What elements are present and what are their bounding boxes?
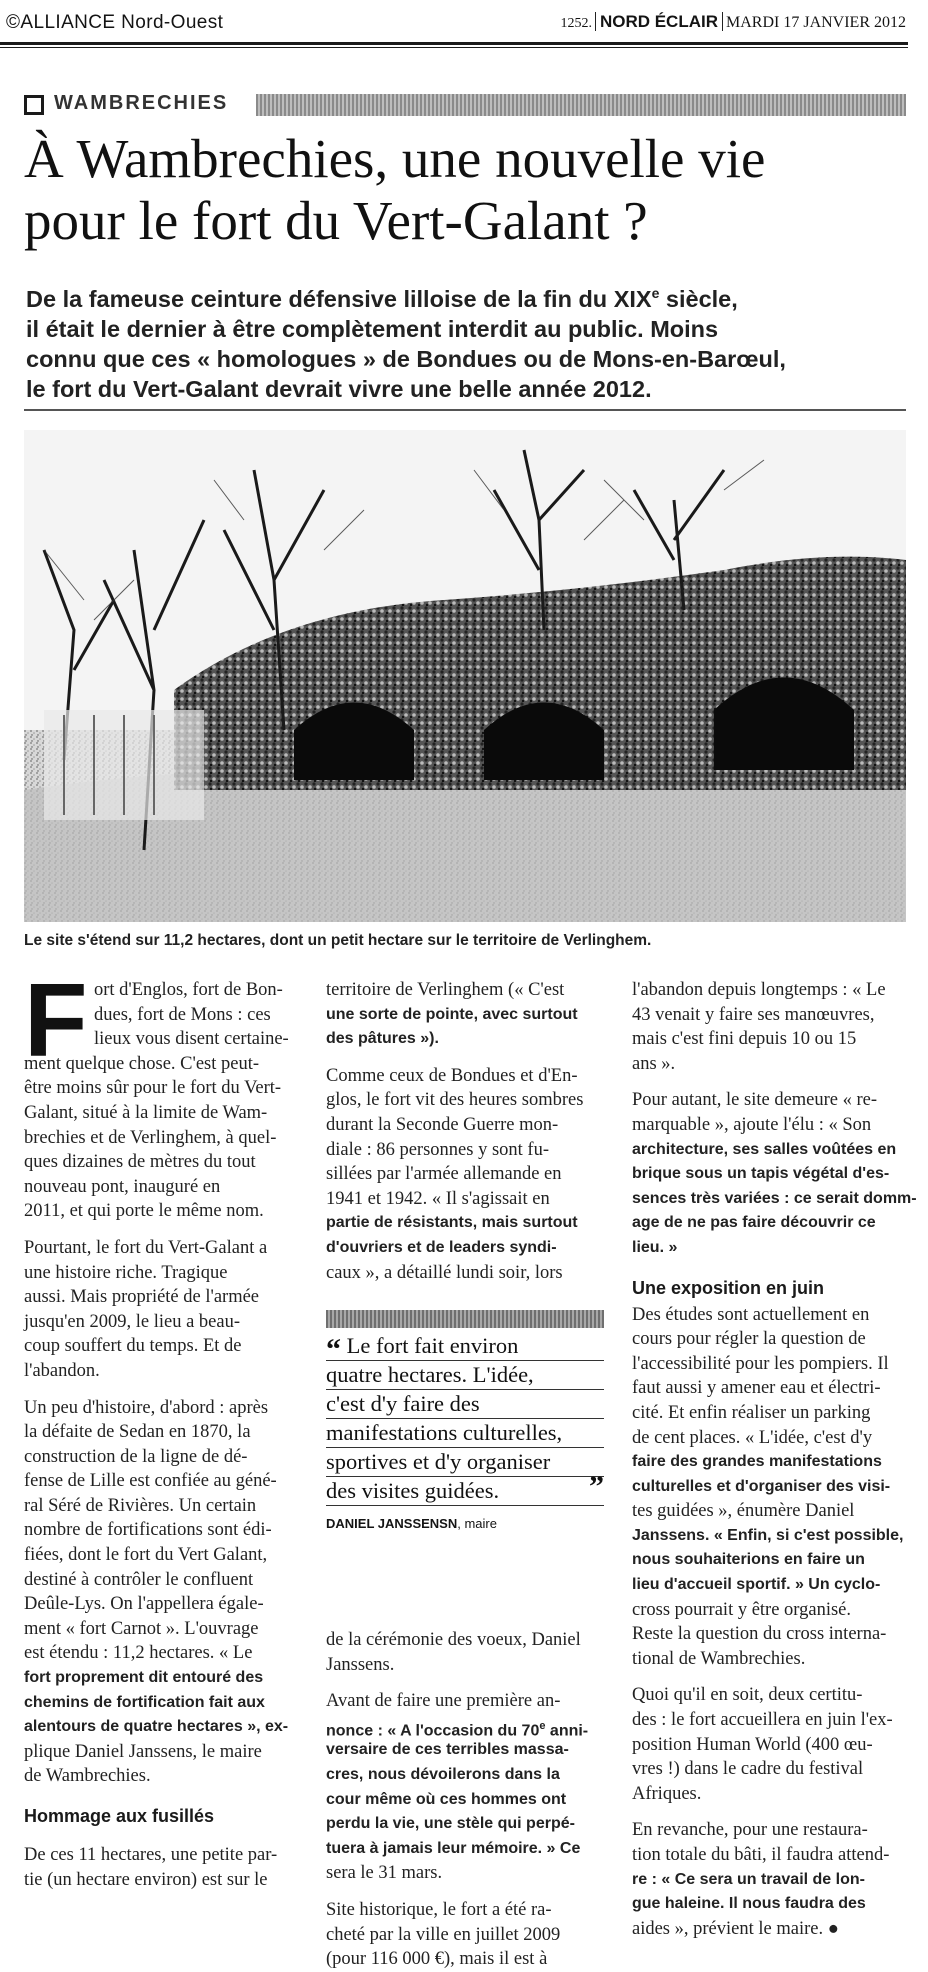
body-line: nouveau pont, inauguré en — [24, 1176, 221, 1197]
body-line: mais c'est fini depuis 10 ou 15 — [632, 1029, 857, 1050]
body-line: cité. Et enfin réaliser un parking — [632, 1402, 871, 1423]
body-line-bold: fort proprement dit entouré des — [24, 1669, 264, 1687]
body-line: l'abandon. — [24, 1360, 100, 1381]
standfirst-line: il était le dernier à être complètement interdit au public. Moins — [26, 315, 719, 342]
paragraph-gap — [632, 1261, 910, 1273]
body-line-bold: une sorte de pointe, avec surtout — [326, 1005, 578, 1023]
paragraph-gap — [632, 1806, 910, 1818]
copyright-notice: ©ALLIANCE Nord-Ouest — [6, 12, 224, 33]
author-role: , maire — [457, 1516, 497, 1531]
body-line-bold: des pâtures »). — [326, 1030, 439, 1048]
body-line: de la cérémonie des voeux, Daniel — [326, 1630, 581, 1650]
fort-photo-drawing — [24, 430, 906, 922]
standfirst-rule — [24, 409, 906, 411]
body-line: De ces 11 hectares, une petite par- — [24, 1845, 278, 1865]
author-name: DANIEL JANSSENSN — [326, 1516, 458, 1531]
body-line: Galant, situé à la limite de Wam- — [24, 1102, 268, 1123]
body-line: ort d'Englos, fort de Bon- — [94, 980, 283, 1000]
standfirst-line: le fort du Vert-Galant devrait vivre une belle année 2012. — [26, 375, 652, 402]
article-standfirst — [26, 278, 906, 404]
body-line-bold: nous souhaiterions en faire un — [632, 1551, 865, 1569]
fort-photo — [24, 430, 906, 922]
paragraph-gap — [326, 1677, 604, 1689]
body-superscript: e — [539, 1719, 546, 1732]
body-line: construction de la ligne de dé- — [24, 1446, 248, 1467]
pull-quote-author — [326, 1516, 604, 1531]
body-line: de cent places. « L'idée, c'est d'y — [632, 1427, 873, 1448]
body-line: Deûle-Lys. On l'appellera égale- — [24, 1594, 264, 1615]
body-line: tes guidées », énumère Daniel — [632, 1501, 855, 1522]
body-line-bold: perdu la vie, une stèle qui perpé- — [326, 1815, 575, 1833]
issue-number: 1252. — [560, 16, 592, 31]
section-subhead: Hommage aux fusillés — [24, 1806, 215, 1826]
body-line: durant la Seconde Guerre mon- — [326, 1114, 559, 1135]
body-line-bold: cres, nous dévoilerons dans la — [326, 1765, 560, 1783]
body-line: brechies et de Verlinghem, à quel- — [24, 1127, 277, 1148]
body-line-bold: chemins de fortification fait aux — [24, 1693, 265, 1711]
body-line: ans ». — [632, 1053, 676, 1074]
body-line-bold: d'ouvriers et de leaders syndi- — [326, 1238, 557, 1256]
body-line: lieux vous disent certaine- — [94, 1029, 289, 1050]
body-line: glos, le fort vit des heures sombres — [326, 1090, 584, 1111]
body-line: cheté par la ville en juillet 2009 — [326, 1924, 561, 1945]
body-line: sera le 31 mars. — [326, 1863, 443, 1884]
body-line-bold: lieu d'accueil sportif. » Un cyclo- — [632, 1576, 881, 1594]
paragraph-gap — [632, 1076, 910, 1088]
body-line: 1941 et 1942. « Il s'agissait en — [326, 1188, 550, 1209]
body-line-bold: age de ne pas faire découvrir ce — [632, 1214, 876, 1232]
issue-info — [560, 12, 906, 32]
body-line: marquable », ajoute l'élu : « Son — [632, 1114, 872, 1135]
headline-line: À Wambrechies, une nouvelle vie — [24, 128, 766, 189]
body-line-bold: faire des grandes manifestations — [632, 1453, 882, 1471]
body-line: est étendu : 11,2 hectares. « Le — [24, 1643, 253, 1664]
pull-quote-text — [326, 1328, 604, 1506]
pull-quote-line — [326, 1332, 604, 1366]
close-quote-icon: ” — [589, 1470, 604, 1503]
body-line: être moins sûr pour le fort du Vert- — [24, 1078, 282, 1099]
body-line: aides », prévient le maire. ● — [632, 1918, 839, 1939]
paragraph-gap — [24, 1224, 300, 1236]
standfirst-text: De la fameuse ceinture défensive lilloise de la fin du XIX — [26, 285, 652, 312]
body-line: ment « fort Carnot ». L'ouvrage — [24, 1618, 259, 1639]
paragraph-gap — [326, 1052, 604, 1064]
body-line: l'accessibilité pour les pompiers. Il — [632, 1353, 889, 1374]
body-line: la défaite de Sedan en 1870, la — [24, 1422, 251, 1443]
body-line: cross pourrait y être organisé. — [632, 1599, 852, 1620]
body-line: ques dizaines de mètres du tout — [24, 1152, 256, 1173]
body-line-bold: architecture, ses salles voûtées en — [632, 1140, 897, 1158]
body-line: Un peu d'histoire, d'abord : après — [24, 1397, 269, 1418]
body-line: fense de Lille est confiée au géné- — [24, 1471, 277, 1492]
body-line: Afriques. — [632, 1783, 702, 1804]
pull-quote-line — [326, 1470, 604, 1506]
body-line: En revanche, pour une restaura- — [632, 1820, 868, 1841]
body-line: Comme ceux de Bondues et d'En- — [326, 1065, 578, 1086]
body-line-bold: versaire de ces terribles massa- — [326, 1741, 569, 1759]
paragraph-gap — [24, 1789, 300, 1801]
open-quote-icon: “ — [326, 1333, 341, 1366]
rubric-square-icon — [24, 95, 44, 115]
rubric-shading — [256, 94, 906, 116]
drop-cap: F — [24, 963, 88, 1079]
paragraph-gap — [24, 1831, 300, 1843]
column-1 — [24, 963, 300, 1892]
body-line-text: nonce : « A l'occasion du 70 — [326, 1722, 540, 1740]
newspaper-name: NORD ÉCLAIR — [595, 12, 723, 31]
headline-line: pour le fort du Vert-Galant ? — [24, 190, 648, 251]
rubric-bar — [24, 94, 906, 116]
body-line: Pour autant, le site demeure « re- — [632, 1090, 878, 1111]
column-2-continued — [326, 1628, 604, 1972]
pull-quote-bar — [326, 1310, 604, 1328]
body-line-bold: alentours de quatre hectares », ex- — [24, 1718, 289, 1736]
body-line-bold: cour même où ces hommes ont — [326, 1790, 567, 1808]
pull-quote-line-text: des visites guidées. — [326, 1478, 500, 1503]
standfirst-text: siècle, — [659, 285, 738, 312]
standfirst-superscript: e — [651, 285, 660, 301]
body-line-bold: tuera à jamais leur mémoire. » Ce — [326, 1839, 581, 1857]
body-line: Pourtant, le fort du Vert-Galant a — [24, 1237, 268, 1258]
article-headline — [24, 128, 912, 252]
column-2 — [326, 978, 604, 1285]
body-line-bold: sences très variées : ce serait domm- — [632, 1189, 917, 1207]
body-line: Reste la question du cross interna- — [632, 1624, 887, 1645]
pull-quote — [326, 1310, 604, 1531]
body-line-bold — [326, 1714, 604, 1739]
body-line: Quoi qu'il en soit, deux certitu- — [632, 1685, 863, 1706]
body-line: jusqu'en 2009, le lieu a beau- — [24, 1311, 241, 1332]
body-line-bold: gue haleine. Il nous faudra des — [632, 1895, 866, 1913]
body-line: territoire de Verlinghem (« C'est — [326, 980, 565, 1000]
body-line: 2011, et qui porte le même nom. — [24, 1201, 264, 1222]
body-line: tional de Wambrechies. — [632, 1648, 806, 1669]
rubric-label: WAMBRECHIES — [54, 92, 229, 114]
body-line: des : le fort accueillera en juin l'ex- — [632, 1710, 893, 1731]
body-line: Janssens. — [326, 1654, 395, 1675]
body-line-bold: Janssens. « Enfin, si c'est possible, — [632, 1526, 904, 1544]
body-line: de Wambrechies. — [24, 1766, 151, 1787]
page-header — [0, 8, 928, 42]
body-line: aussi. Mais propriété de l'armée — [24, 1287, 260, 1308]
pull-quote-line: quatre hectares. L'idée, — [326, 1361, 604, 1390]
body-line: Site historique, le fort a été ra- — [326, 1899, 552, 1920]
body-line: tion totale du bâti, il faudra attend- — [632, 1845, 890, 1865]
body-line: l'abandon depuis longtemps : « Le — [632, 980, 886, 1000]
body-line: coup souffert du temps. Et de — [24, 1336, 242, 1357]
standfirst-line: connu que ces « homologues » de Bondues ou de Mons-en-Barœul, — [26, 345, 786, 372]
body-line: (pour 116 000 €), mais il est à — [326, 1949, 548, 1970]
photo-caption: Le site s'étend sur 11,2 hectares, dont un petit hectare sur le territoire de Verlinghem. — [24, 932, 652, 949]
body-line: diale : 86 personnes y sont fu- — [326, 1139, 549, 1160]
issue-date: MARDI 17 JANVIER 2012 — [726, 14, 906, 31]
body-line: ral Séré de Rivières. Un certain — [24, 1495, 257, 1516]
body-line: faut aussi y amener eau et électri- — [632, 1378, 881, 1399]
body-line: une histoire riche. Tragique — [24, 1262, 228, 1283]
pull-quote-line: c'est d'y faire des — [326, 1390, 604, 1419]
body-line: nombre de fortifications sont édi- — [24, 1520, 272, 1541]
body-line: Des études sont actuellement en — [632, 1304, 870, 1325]
body-line-text: anni- — [545, 1722, 589, 1740]
body-line: sillées par l'armée allemande en — [326, 1164, 562, 1185]
paragraph-gap — [326, 1886, 604, 1898]
standfirst-line — [26, 278, 906, 314]
body-line: tie (un hectare environ) est sur le — [24, 1869, 268, 1890]
body-line: 43 venait y faire ses manœuvres, — [632, 1004, 875, 1025]
header-rule — [0, 42, 908, 48]
column-3 — [632, 978, 917, 1941]
pull-quote-line: manifestations culturelles, — [326, 1419, 604, 1448]
body-line: position Human World (400 œu- — [632, 1734, 873, 1755]
body-line: caux », a détaillé lundi soir, lors — [326, 1262, 563, 1283]
section-subhead: Une exposition en juin — [632, 1277, 825, 1298]
body-line: fiées, dont le fort du Vert Galant, — [24, 1545, 268, 1566]
paragraph-gap — [24, 1384, 300, 1396]
body-line: plique Daniel Janssens, le maire — [24, 1741, 262, 1762]
body-line: ment quelque chose. C'est peut- — [24, 1053, 260, 1074]
body-line-bold: brique sous un tapis végétal d'es- — [632, 1165, 890, 1183]
pull-quote-line: sportives et d'y organiser — [326, 1448, 604, 1477]
body-line: vres !) dans le cadre du festival — [632, 1759, 864, 1780]
body-line: cours pour régler la question de — [632, 1329, 866, 1350]
body-line-bold: partie de résistants, mais surtout — [326, 1214, 578, 1232]
body-line: dues, fort de Mons : ces — [94, 1004, 271, 1025]
body-line-bold: culturelles et d'organiser des visi- — [632, 1477, 891, 1495]
pull-quote-line-text: Le fort fait environ — [346, 1333, 519, 1358]
body-line-bold: re : « Ce sera un travail de lon- — [632, 1870, 865, 1888]
paragraph-gap — [632, 1671, 910, 1683]
body-line: destiné à contrôler le confluent — [24, 1569, 254, 1590]
body-line: Avant de faire une première an- — [326, 1691, 561, 1712]
body-line-bold: lieu. » — [632, 1238, 678, 1256]
